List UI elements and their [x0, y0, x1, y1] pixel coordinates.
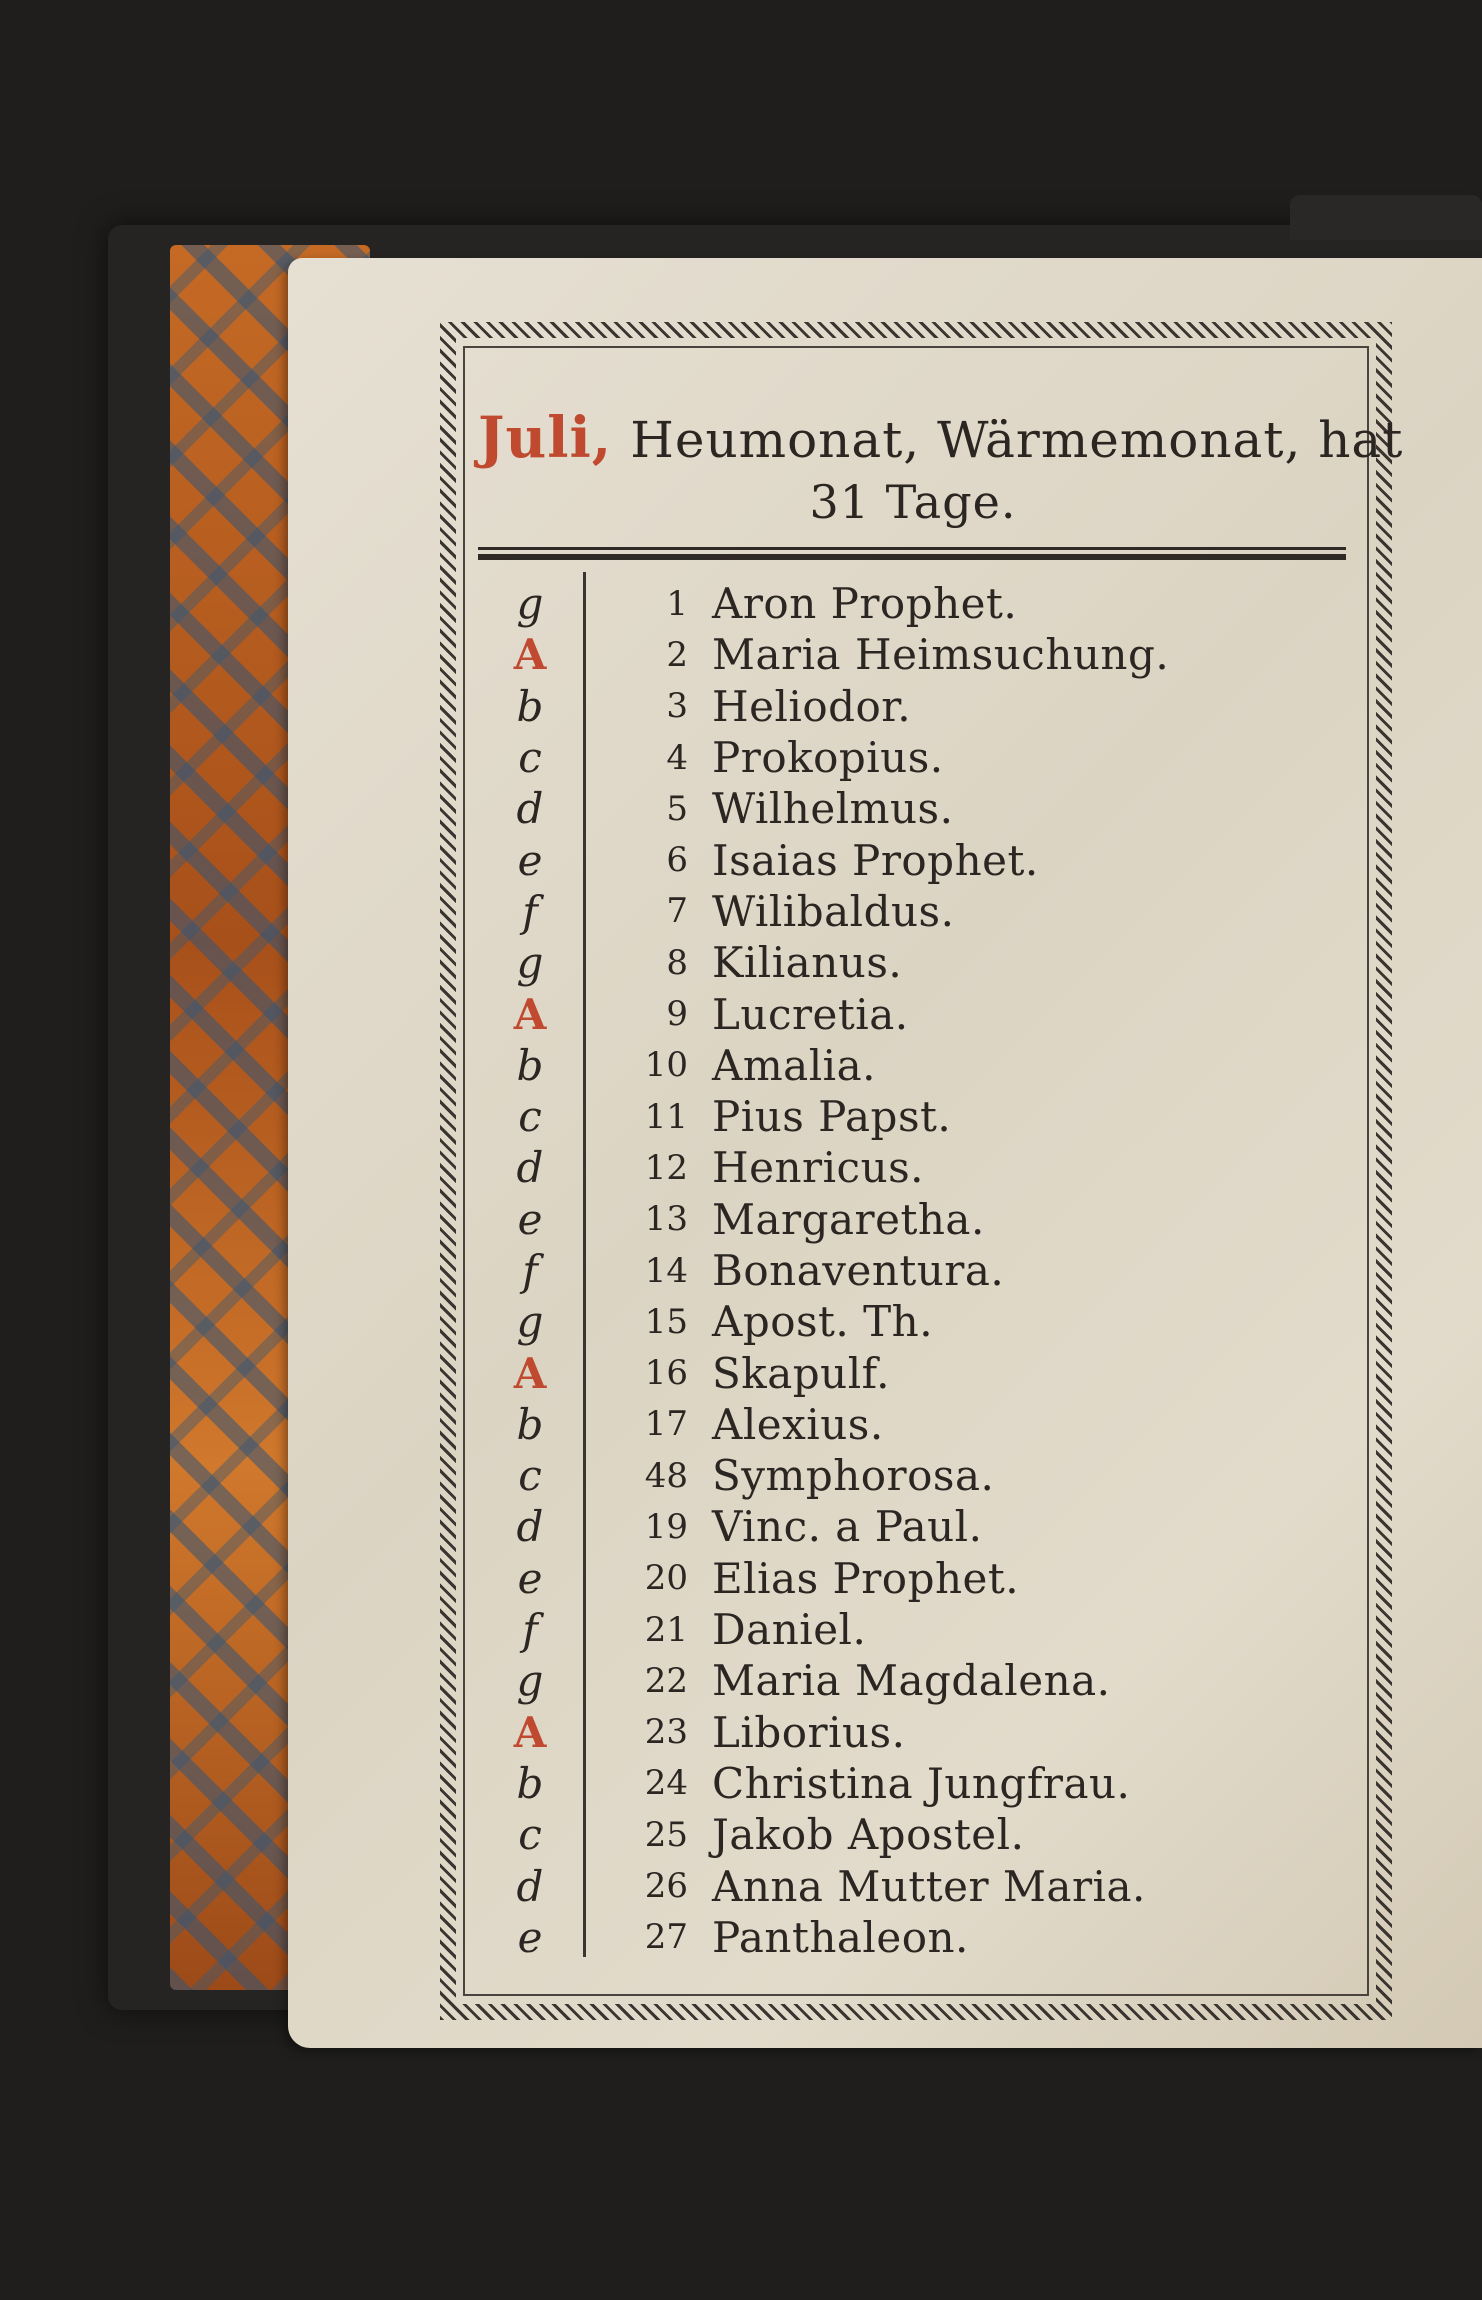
saint-name: Heliodor.	[712, 681, 912, 731]
saint-name: Jakob Apostel.	[712, 1810, 1025, 1860]
day-number: 21	[644, 1609, 688, 1650]
day-number: 27	[644, 1917, 688, 1958]
day-number: 26	[644, 1866, 688, 1907]
day-number: 16	[644, 1353, 688, 1394]
dominical-letter: A	[513, 989, 547, 1039]
dominical-letter: e	[517, 835, 543, 885]
dominical-letter: A	[513, 1348, 547, 1398]
calendar-row	[500, 783, 1360, 834]
calendar-row	[500, 1296, 1360, 1347]
dominical-letter: g	[516, 938, 544, 988]
saint-name: Pius Papst.	[712, 1092, 952, 1142]
dominical-letter: b	[516, 681, 544, 731]
day-number: 12	[644, 1147, 688, 1188]
calendar-table	[500, 578, 1360, 1963]
day-number: 24	[644, 1763, 688, 1804]
saint-name: Bonaventura.	[712, 1246, 1005, 1295]
dominical-letter: A	[513, 1707, 547, 1757]
saint-name: Daniel.	[712, 1605, 867, 1655]
calendar-row	[500, 1142, 1360, 1193]
dominical-letter: f	[522, 886, 538, 936]
calendar-row	[500, 1809, 1360, 1860]
dominical-letter: c	[518, 733, 542, 783]
day-number: 10	[644, 1045, 688, 1086]
dominical-letter: c	[518, 1451, 542, 1501]
saint-name: Lucretia.	[712, 989, 909, 1039]
day-number: 2	[666, 634, 688, 675]
saint-name: Christina Jungfrau.	[712, 1758, 1131, 1808]
cover-spine-top	[1290, 195, 1482, 240]
calendar-row	[500, 1091, 1360, 1142]
month-header	[478, 405, 1404, 529]
dominical-letter: b	[516, 1399, 544, 1449]
day-number: 1	[666, 583, 688, 624]
day-number: 9	[666, 994, 688, 1035]
day-number: 14	[644, 1250, 688, 1291]
calendar-row	[500, 988, 1360, 1039]
calendar-row	[500, 1912, 1360, 1963]
day-number: 17	[644, 1404, 688, 1445]
calendar-row	[500, 1245, 1360, 1296]
dominical-letter: g	[516, 1297, 544, 1347]
saint-name: Apost. Th.	[712, 1297, 934, 1347]
saint-name: Prokopius.	[712, 733, 944, 783]
month-alt-names: Heumonat, Wärmemonat, hat	[630, 411, 1404, 469]
saint-name: Margaretha.	[712, 1194, 985, 1244]
dominical-letter: e	[517, 1194, 543, 1244]
saint-name: Elias Prophet.	[712, 1553, 1020, 1603]
day-number: 8	[666, 942, 688, 983]
calendar-row	[500, 937, 1360, 988]
day-number: 13	[644, 1199, 688, 1240]
calendar-row	[500, 1860, 1360, 1911]
saint-name: Kilianus.	[712, 938, 903, 988]
dominical-letter: g	[516, 579, 544, 629]
calendar-row	[500, 681, 1360, 732]
saint-name: Panthaleon.	[712, 1912, 969, 1962]
saint-name: Maria Magdalena.	[712, 1656, 1111, 1706]
calendar-row	[500, 1655, 1360, 1706]
calendar-row	[500, 1399, 1360, 1450]
month-days-count: 31 Tage.	[809, 475, 1017, 529]
header-rule-thin	[478, 547, 1346, 550]
calendar-row	[500, 1553, 1360, 1604]
dominical-letter: d	[516, 1143, 544, 1193]
day-number: 19	[644, 1506, 688, 1547]
saint-name: Alexius.	[712, 1399, 884, 1449]
saint-name: Symphorosa.	[712, 1451, 995, 1501]
month-name: Juli,	[478, 405, 613, 471]
dominical-letter: b	[516, 1758, 544, 1808]
day-number: 22	[644, 1660, 688, 1701]
day-number: 48	[644, 1455, 688, 1496]
saint-name: Maria Heimsuchung.	[712, 630, 1170, 680]
saint-name: Henricus.	[712, 1143, 925, 1193]
calendar-row	[500, 629, 1360, 680]
dominical-letter: e	[517, 1912, 543, 1962]
dominical-letter: A	[513, 630, 547, 680]
calendar-row	[500, 1758, 1360, 1809]
calendar-row	[500, 1604, 1360, 1655]
day-number: 25	[644, 1814, 688, 1855]
dominical-letter: d	[516, 1502, 544, 1552]
day-number: 4	[666, 737, 688, 778]
dominical-letter: c	[518, 1810, 542, 1860]
dominical-letter: f	[522, 1246, 538, 1295]
day-number: 3	[666, 686, 688, 727]
saint-name: Wilibaldus.	[712, 886, 955, 936]
saint-name: Wilhelmus.	[712, 784, 954, 834]
header-rule-thick	[478, 554, 1346, 560]
calendar-row	[500, 834, 1360, 885]
calendar-row	[500, 886, 1360, 937]
dominical-letter: e	[517, 1553, 543, 1603]
dominical-letter: b	[516, 1040, 544, 1090]
saint-name: Skapulf.	[712, 1348, 891, 1398]
day-number: 11	[644, 1096, 688, 1137]
saint-name: Vinc. a Paul.	[712, 1502, 983, 1552]
saint-name: Amalia.	[712, 1040, 876, 1090]
calendar-row	[500, 732, 1360, 783]
dominical-letter: f	[522, 1605, 538, 1655]
calendar-row	[500, 1501, 1360, 1552]
dominical-letter: c	[518, 1092, 542, 1142]
saint-name: Liborius.	[712, 1707, 906, 1757]
dominical-letter: d	[516, 784, 544, 834]
calendar-row	[500, 1040, 1360, 1091]
day-number: 7	[666, 891, 688, 932]
day-number: 20	[644, 1558, 688, 1599]
calendar-row	[500, 1707, 1360, 1758]
calendar-row	[500, 1194, 1360, 1245]
saint-name: Anna Mutter Maria.	[712, 1861, 1146, 1911]
dominical-letter: d	[516, 1861, 544, 1911]
day-number: 5	[666, 788, 688, 829]
dominical-letter: g	[516, 1656, 544, 1706]
calendar-row	[500, 1450, 1360, 1501]
calendar-row	[500, 578, 1360, 629]
day-number: 6	[666, 840, 688, 881]
saint-name: Isaias Prophet.	[712, 835, 1039, 885]
day-number: 15	[644, 1301, 688, 1342]
saint-name: Aron Prophet.	[712, 579, 1018, 629]
calendar-row	[500, 1347, 1360, 1398]
day-number: 23	[644, 1712, 688, 1753]
